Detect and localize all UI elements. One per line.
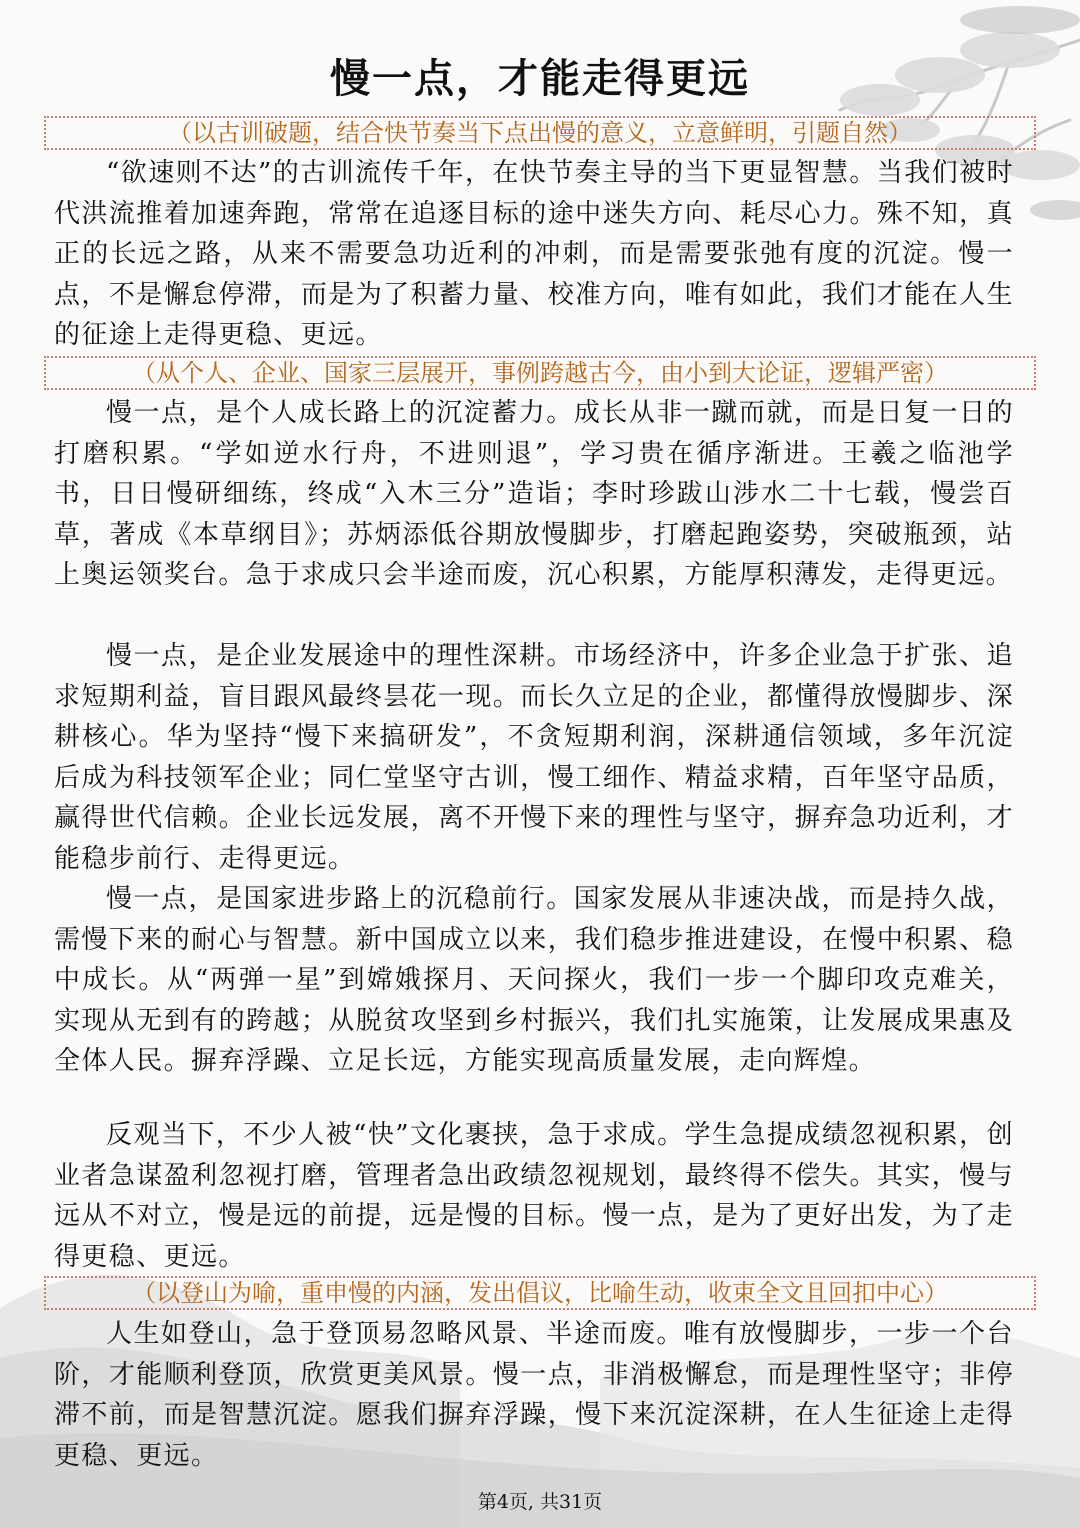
section-annotation-conclusion: （以登山为喻，重申慢的内涵，发出倡议，比喻生动，收束全文且回扣中心） xyxy=(44,1276,1036,1310)
page-title: 慢一点，才能走得更远 xyxy=(330,56,750,102)
paragraph-enterprise: 慢一点，是企业发展途中的理性深耕。市场经济中，许多企业急于扩张、追求短期利益，盲目跟风最终昙花一现。而长久立足的企业，都懂得放慢脚步、深耕核心。华为坚持“慢下来搞研发”，不贪短期利润，深耕通信领域，多年沉淀后成为科技领军企业；同仁堂坚守古训，慢工细作、精益求精，百年坚守品质，赢得世代信赖。企业长远发展，离不开慢下来的理性与坚守，摒弃急功近利，才能稳步前行、走得更远。 xyxy=(54,641,1014,874)
section-annotation-body: （从个人、企业、国家三层展开，事例跨越古今，由小到大论证，逻辑严密） xyxy=(44,356,1036,390)
paragraph-nation: 慢一点，是国家进步路上的沉稳前行。国家发展从非速决战，而是持久战，需慢下来的耐心与智慧。新中国成立以来，我们稳步推进建设，在慢中积累、稳中成长。从“两弹一星”到嫦娥探月、天问探火，我们一步一个脚印攻克难关，实现从无到有的跨越；从脱贫攻坚到乡村振兴，我们扎实施策，让发展成果惠及全体人民。摒弃浮躁、立足长远，方能实现高质量发展，走向辉煌。 xyxy=(54,884,1014,1076)
section-annotation-intro: （以古训破题，结合快节奏当下点出慢的意义，立意鲜明，引题自然） xyxy=(44,116,1036,150)
paragraph-individual: 慢一点，是个人成长路上的沉淀蓄力。成长从非一蹴而就，而是日复一日的打磨积累。“学如逆水行舟，不进则退”，学习贵在循序渐进。王羲之临池学书，日日慢研细练，终成“入木三分”造诣；李时珍跋山涉水二十七载，慢尝百草，著成《本草纲目》；苏炳添低谷期放慢脚步，打磨起跑姿势，突破瓶颈，站上奥运领奖台。急于求成只会半途而废，沉心积累，方能厚积薄发，走得更远。 xyxy=(54,398,1014,590)
paragraph-intro: “欲速则不达”的古训流传千年，在快节奏主导的当下更显智慧。当我们被时代洪流推着加速奔跑，常常在追逐目标的途中迷失方向、耗尽心力。殊不知，真正的长远之路，从来不需要急功近利的冲刺，而是需要张弛有度的沉淀。慢一点，不是懈怠停滞，而是为了积蓄力量、校准方向，唯有如此，我们才能在人生的征途上走得更稳、更远。 xyxy=(54,158,1014,350)
paragraph-conclusion: 人生如登山，急于登顶易忽略风景、半途而废。唯有放慢脚步，一步一个台阶，才能顺利登顶，欣赏更美风景。慢一点，非消极懈怠，而是理性坚守；非停滞不前，而是智慧沉淀。愿我们摒弃浮躁，慢下来沉淀深耕，在人生征途上走得更稳、更远。 xyxy=(54,1319,1014,1471)
paragraph-reflection: 反观当下，不少人被“快”文化裹挟，急于求成。学生急提成绩忽视积累，创业者急谋盈利忽视打磨，管理者急出政绩忽视规划，最终得不偿失。其实，慢与远从不对立，慢是远的前提，远是慢的目标。慢一点，是为了更好出发，为了走得更稳、更远。 xyxy=(54,1120,1014,1272)
page-number-footer: 第4页, 共31页 xyxy=(477,1491,603,1513)
